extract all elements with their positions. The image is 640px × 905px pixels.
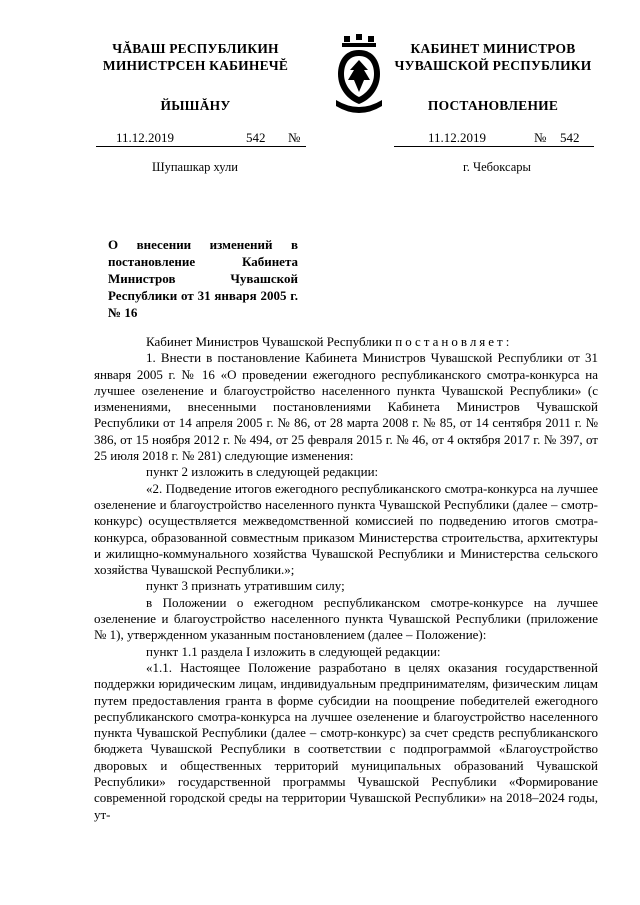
header-right-line2: ЧУВАШСКОЙ РЕСПУБЛИКИ <box>394 58 592 73</box>
paragraph-1: 1. Внести в постановление Кабинета Министров Чувашской Республики от 31 января 2005 г. № 16 «О проведении ежегодного республиканского смотра-конкурса на лучшее озеленение и благоустройство населенного пункта Чувашской Республики» (с изменениями, внесенными постановлениями Кабинета Министров Чувашской Республики от 14 апреля 2005 г. № 86, от 28 марта 2008 г. № 85, от 14 сентября 2011 г. № 386, от 15 ноября 2012 г. № 494, от 25 февраля 2015 г. № 46, от 4 октября 2017 г. № 397, от 25 июля 2018 г. № 281) следующие изменения: <box>94 350 598 464</box>
header-left-doc-type: ЙЫШĂНУ <box>160 98 231 113</box>
paragraph-6: пункт 1.1 раздела I изложить в следующей редакции: <box>146 643 441 659</box>
right-number: 542 <box>560 130 580 145</box>
right-place: г. Чебоксары <box>463 160 531 174</box>
intro-spaced: постановляет: <box>395 334 513 349</box>
right-date-number-line <box>394 130 594 147</box>
paragraph-2: пункт 2 изложить в следующей редакции: <box>146 464 379 480</box>
left-place: Шупашкар хули <box>152 160 238 174</box>
header-left-org <box>88 40 303 74</box>
right-date: 11.12.2019 <box>428 130 487 145</box>
header-left-line2: МИНИСТРСЕН КАБИНЕЧĔ <box>102 58 289 73</box>
paragraph-3: «2. Подведение итогов ежегодного республиканского смотра-конкурса на лучшее озеленение и благоустройство населенного пункта Чувашской Республики (далее – смотр-конкурс) осуществляется межведомственной комиссией по подведению итогов смотра-конкурса, образованной совместным приказом Министерства строительства, архитектуры и жилищно-коммунального хозяйства Чувашской Республики и Министерства сельского хозяйства Чувашской Республики.»; <box>94 480 598 578</box>
left-number: 542 <box>246 130 266 145</box>
document-title: О внесении изменений в постановление Кабинета Министров Чувашской Республики от 31 января 2005 г. № 16 <box>108 237 298 320</box>
left-date: 11.12.2019 <box>116 130 175 145</box>
paragraph-5: в Положении о ежегодном республиканском смотре-конкурсе на лучшее озеленение и благоустройство населенного пункта Чувашской Республики (приложение № 1), утвержденном указанным постановлением (далее – Положение): <box>94 594 598 643</box>
header-right-org <box>388 40 598 74</box>
header-left-line1: ЧĂВАШ РЕСПУБЛИКИН <box>112 41 279 56</box>
paragraph-7: «1.1. Настоящее Положение разработано в целях оказания государственной поддержки юридическим лицам, индивидуальным предпринимателям, физическим лицам путем предоставления гранта в форме субсидии на поощрение победителей ежегодного республиканского смотра-конкурса на лучшее озеленение и благоустройство населенного пункта Чувашской Республики (далее – смотр-конкурс) за счет средств республиканского бюджета Чувашской Республики в соответствии с подпрограммой «Благоустройство дворовых и общественных территорий муниципальных образований Чувашской Республики» государственной программы Чувашской Республики «Формирование современной городской среды на территории Чувашской Республики» на 2018–2024 годы, ут- <box>94 659 598 822</box>
intro-main: Кабинет Министров Чувашской Республики <box>146 334 396 349</box>
document-body <box>94 334 598 823</box>
emblem-icon <box>330 34 388 116</box>
intro-paragraph <box>94 334 598 350</box>
paragraph-4: пункт 3 признать утратившим силу; <box>146 578 345 594</box>
header-right-line1: КАБИНЕТ МИНИСТРОВ <box>410 41 576 56</box>
left-number-sign: № <box>288 130 301 145</box>
header-right-doc-type: ПОСТАНОВЛЕНИЕ <box>427 98 559 113</box>
left-date-number-line <box>96 130 306 147</box>
right-number-sign: № <box>534 130 547 145</box>
